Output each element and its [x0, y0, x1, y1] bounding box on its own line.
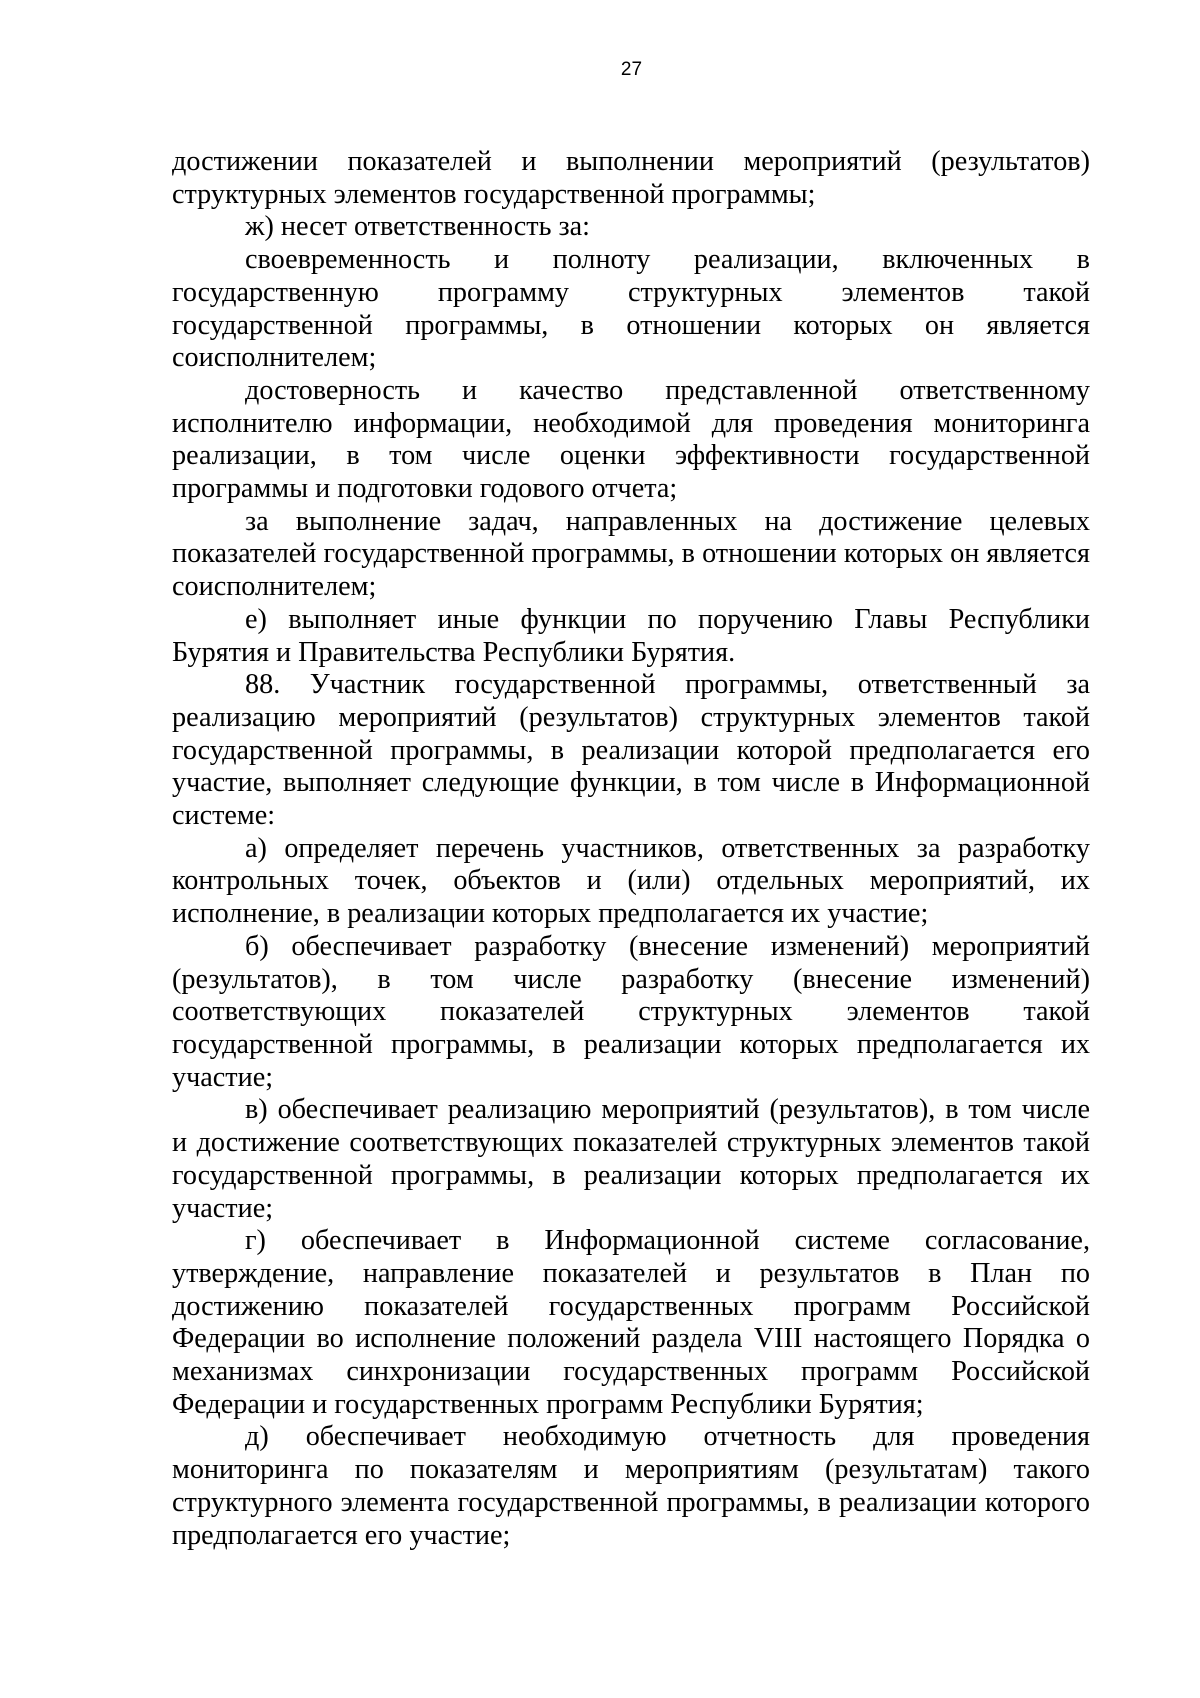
paragraph-item-g: г) обеспечивает в Информационной системе согласование, утверждение, направление показателей и результатов в План по достижению показателей государственных программ Российской Федерации во исполнение положений раздела VIII настоящего Порядка о механизмах синхронизации государственных программ Российской Федерации и государственных программ Республики Бурятия; [172, 1225, 1090, 1420]
paragraph-reliability: достоверность и качество представленной ответственному исполнителю информации, необходимой для проведения мониторинга реализации, в том числе оценки эффективности государственной программы и подготовки годового отчета; [172, 374, 1090, 505]
paragraph-item-e: е) выполняет иные функции по поручению Главы Республики Бурятия и Правительства Республики Бурятия. [172, 603, 1090, 668]
paragraph-item-zh: ж) несет ответственность за: [245, 211, 590, 243]
paragraph-timeliness: своевременность и полноту реализации, включенных в государственную программу структурных элементов такой государственной программы, в отношении которых он является соисполнителем; [172, 244, 1090, 374]
paragraph-item-a: а) определяет перечень участников, ответственных за разработку контрольных точек, объектов и (или) отдельных мероприятий, их исполнение, в реализации которых предполагается их участие; [172, 832, 1090, 930]
paragraph-item-b: б) обеспечивает разработку (внесение изменений) мероприятий (результатов), в том числе разработку (внесение изменений) соответствующих показателей структурных элементов такой государственной программы, в реализации которых предполагается их участие; [172, 930, 1090, 1093]
page-number: 27 [620, 59, 643, 80]
paragraph-section-88: 88. Участник государственной программы, ответственный за реализацию мероприятий (результатов) структурных элементов такой государственной программы, в реализации которой предполагается его участие, выполняет следующие функции, в том числе в Информационной системе: [172, 669, 1090, 832]
paragraph-item-v: в) обеспечивает реализацию мероприятий (результатов), в том числе и достижение соответствующих показателей структурных элементов такой государственной программы, в реализации которых предполагается их участие; [172, 1094, 1090, 1224]
document-body [172, 146, 1090, 1552]
paragraph-tasks: за выполнение задач, направленных на достижение целевых показателей государственной программы, в отношении которых он является соисполнителем; [172, 505, 1090, 603]
paragraph-item-d: д) обеспечивает необходимую отчетность для проведения мониторинга по показателям и мероприятиям (результатам) такого структурного элемента государственной программы, в реализации которого предполагается его участие; [172, 1421, 1090, 1551]
paragraph-continuation: достижении показателей и выполнении мероприятий (результатов) структурных элементов государственной программы; [172, 146, 1090, 210]
